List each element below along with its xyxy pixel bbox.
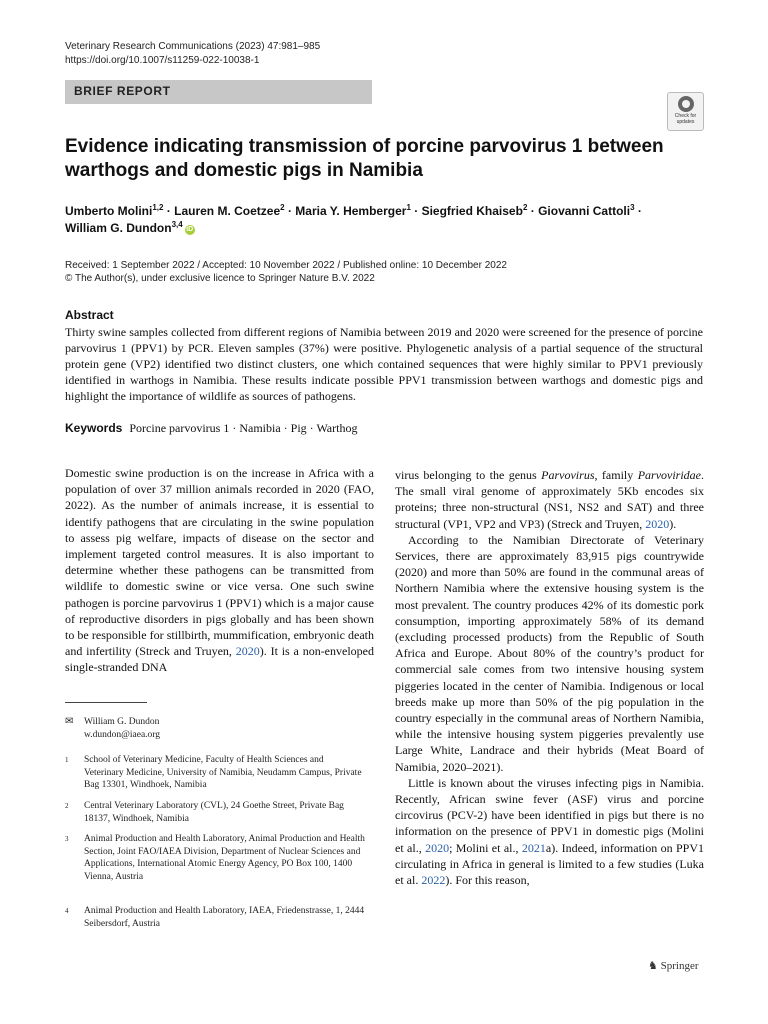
body-column-left <box>65 465 374 676</box>
abstract-heading: Abstract <box>65 308 114 322</box>
envelope-icon: ✉ <box>65 716 74 727</box>
journal-citation <box>65 40 320 68</box>
author-list: Umberto Molini$^{1,2}$ · Lauren M. Coetzee$^2$ · Maria Y. Hemberger$^1$ · Siegfried Khaiseb$^2$ · Giovanni Cattoli$^3$ · William G. Dundon$^{3,4}$iD <box>65 203 642 235</box>
doi-link[interactable]: https://doi.org/10.1007/s11259-022-10038-1 <box>65 55 260 66</box>
affiliation-text: School of Veterinary Medicine, Faculty of Health Sciences and Veterinary Medicine, University of Namibia, Neudamm Campus, Private Bag 13301, Windhoek, Namibia <box>84 755 362 790</box>
keywords-label: Keywords <box>65 421 123 435</box>
body-column-right <box>395 467 704 888</box>
affiliation-footnote: 4 Animal Production and Health Laboratory, IAEA, Friedenstrasse, 1, 2444 Seibersdorf, Austria <box>65 906 365 929</box>
copyright-line: © The Author(s), under exclusive licence to Springer Nature B.V. 2022 <box>65 273 375 284</box>
affiliation-text: Central Veterinary Laboratory (CVL), 24 Goethe Street, Private Bag 18137, Windhoek, Namibia <box>84 801 344 824</box>
author-name[interactable]: Maria Y. Hemberger <box>295 204 407 218</box>
author-name[interactable]: Umberto Molini <box>65 204 153 218</box>
orcid-icon[interactable]: iD <box>186 226 194 233</box>
update-check-icon <box>678 96 694 112</box>
journal-line: Veterinary Research Communications (2023) 47:981–985 <box>65 41 321 52</box>
keywords <box>65 421 357 436</box>
affiliation-footnote: 2 Central Veterinary Laboratory (CVL), 24 Goethe Street, Private Bag 18137, Windhoek, Namibia <box>65 800 365 825</box>
author-affiliation: 2 <box>522 203 528 212</box>
author-name[interactable]: William G. Dundon <box>65 221 172 235</box>
affiliation-text: Animal Production and Health Laboratory, Animal Production and Health Section, Joint FAO/IAEA Division, Department of Nuclear Sciences and Applications, International Atomic Energy Agency, PO Box 100, 1400 Vienna, Austria <box>84 834 365 882</box>
corresponding-author: William G. Dundon <box>84 717 160 727</box>
publication-dates <box>65 259 507 285</box>
author-affiliation: 1,2 <box>152 203 164 212</box>
article-type-banner <box>65 80 372 104</box>
affiliation-footnote: 3 Animal Production and Health Laboratory, Animal Production and Health Section, Joint FAO/IAEA Division, Department of Nuclear Sciences and Applications, International Atomic Energy Agency, PO Box 100, 1400 Vienna, Austria <box>65 834 365 882</box>
author-name[interactable]: Lauren M. Coetzee <box>174 204 281 218</box>
publisher-name: Springer <box>660 960 699 972</box>
author-affiliation: 1 <box>406 203 411 212</box>
paragraph: Domestic swine production is on the increase in Africa with a population of over 37 million animals recorded in 2020 (FAO, 2022). As the number of animals increase, it is essential to identify pathogens that are circulating in the swine population to assess pig welfare, impacts of disease on the sector and implement targeted control measures. It is also important to determine whether these pathogens can be transmitted from wildlife to domestic swine or vice versa. One such swine pathogen is porcine parvovirus 1 (PPV1) which is a major cause of reproductive disorders in pigs globally and has been shown to be responsible for stillbirth, mummification, embryonic death and infertility (Streck and Truyen, 2020). It is a non-enveloped single-stranded DNA <box>65 466 374 675</box>
author-affiliation: 3,4 <box>171 220 183 229</box>
citation-link[interactable]: 2020 <box>235 644 260 659</box>
springer-horse-icon: ♞ <box>648 960 658 972</box>
author-affiliation: 3 <box>630 203 635 212</box>
author-affiliation: 2 <box>280 203 285 212</box>
history-dates: Received: 1 September 2022 / Accepted: 10 November 2022 / Published online: 10 December 2022 <box>65 260 507 271</box>
affiliation-footnote: 1 School of Veterinary Medicine, Faculty of Health Sciences and Veterinary Medicine, University of Namibia, Neudamm Campus, Private Bag 13301, Windhoek, Namibia <box>65 754 365 792</box>
article-title: Evidence indicating transmission of porcine parvovirus 1 between warthogs and domestic pigs in Namibia <box>65 136 664 181</box>
citation-link[interactable]: 2022 <box>421 873 446 888</box>
footnote-divider <box>65 702 147 703</box>
affiliation-text: Animal Production and Health Laboratory, IAEA, Friedenstrasse, 1, 2444 Seibersdorf, Austria <box>84 906 365 929</box>
article-type-label: BRIEF REPORT <box>74 84 171 98</box>
author-name[interactable]: Siegfried Khaiseb <box>421 204 523 218</box>
keywords-list: Porcine parvovirus 1 · Namibia · Pig · Warthog <box>129 421 358 435</box>
corresponding-email[interactable]: w.dundon@iaea.org <box>84 729 161 740</box>
abstract-text: Thirty swine samples collected from different regions of Namibia between 2019 and 2020 were screened for the presence of porcine parvovirus 1 (PPV1) by PCR. Eleven samples (37%) were positive. Phylogenetic analysis of a partial sequence of the structural protein gene (VP2) identified two distinct clusters, one which contained sequences that were highly similar to PPV1 previously identified in warthogs in Namibia. These results indicate possible PPV1 transmission between warthogs and domestic pigs and highlight the importance of wildlife as sources of pathogens. <box>65 325 703 403</box>
citation-link[interactable]: 2020 <box>645 516 670 531</box>
correspondence-footnote <box>65 716 365 741</box>
publisher-logo <box>648 959 699 972</box>
check-for-updates-badge[interactable] <box>667 92 704 131</box>
author-name[interactable]: Giovanni Cattoli <box>538 204 631 218</box>
citation-link[interactable]: 2021 <box>521 840 546 855</box>
paragraph: According to the Namibian Directorate of Veterinary Services, there are approximately 83,915 pigs countrywide (2020) and more than 50% are found in the communal areas of Northern Namibia where the extensive housing system is the most prevalent. The country produces 42% of its domestic pork consumption, importing approximately 58% of its demand (excluding processed products) from the Republic of South Africa and Europe. About 80% of the country’s product for commercial sale comes from two intensive housing system piggeries located in the center of Namibia. Indigenous or local breeds make up more than 50% of the pig population in the country especially in the communal areas of Northern Namibia, while the intensive housing system piggeries prevalently use Large White, Landrace and their hybrids (Meat Board of Namibia, 2020–2021). <box>395 532 704 774</box>
citation-link[interactable]: 2020 <box>425 840 450 855</box>
badge-label: Check for updates <box>674 113 697 125</box>
paragraph: virus belonging to the genus Parvovirus, family Parvoviridae. The small viral genome of approximately 5Kb encodes six proteins; three non-structural (NS1, NS2 and SAT) and three structural (VP1, VP2 and VP3) (Streck and Truyen, 2020). <box>395 468 705 531</box>
paragraph: Little is known about the viruses infecting pigs in Namibia. Recently, African swine fever (ASF) virus and porcine circovirus (PCV-2) have been identified in pigs but there is no information on the presence of PPV1 in domestic pigs (Molini et al., 2020; Molini et al., 2021a). Indeed, information on PPV1 circulating in Africa in general is limited to a few studies (Luka et al. 2022). For this reason, <box>395 775 704 888</box>
